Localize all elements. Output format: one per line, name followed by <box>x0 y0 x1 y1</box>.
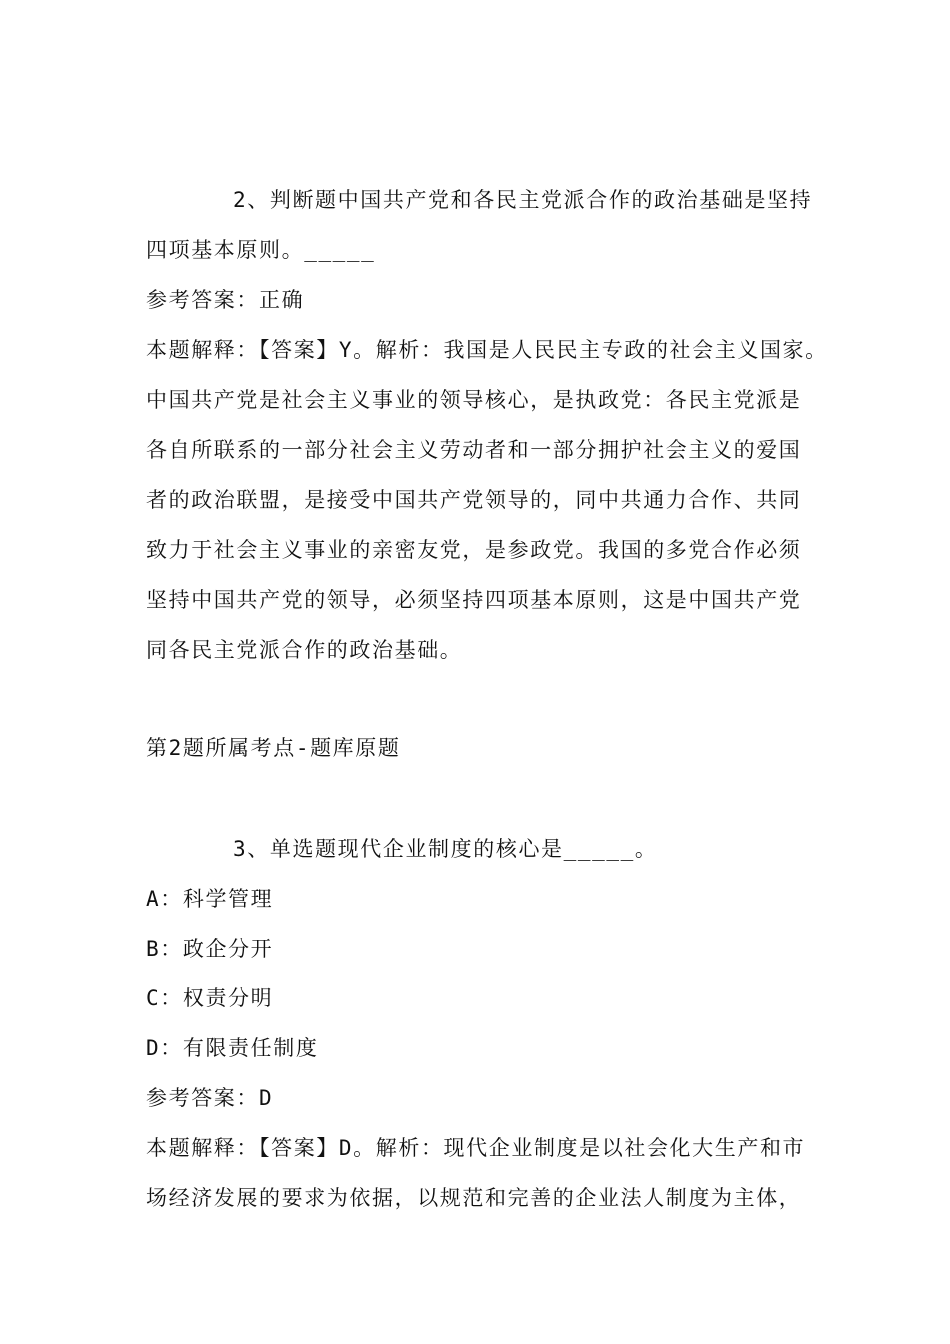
q2-explanation-line: 坚持中国共产党的领导，必须坚持四项基本原则，这是中国共产党 <box>146 588 802 612</box>
q3-option-c: C：权责分明 <box>146 986 274 1010</box>
q3-option-d: D：有限责任制度 <box>146 1036 319 1060</box>
q2-explanation-line: 中国共产党是社会主义事业的领导核心，是执政党：各民主党派是 <box>146 388 802 412</box>
q3-answer: 参考答案：D <box>146 1086 274 1110</box>
q2-explanation-line: 同各民主党派合作的政治基础。 <box>146 638 463 662</box>
q2-answer: 参考答案：正确 <box>146 288 305 312</box>
q3-stem: 3、单选题现代企业制度的核心是_____。 <box>233 837 658 861</box>
q2-explanation-line: 本题解释：【答案】Y。解析：我国是人民民主专政的社会主义国家。 <box>146 338 828 362</box>
q3-explanation-line: 本题解释：【答案】D。解析：现代企业制度是以社会化大生产和市 <box>146 1136 806 1160</box>
q2-topic: 第2题所属考点-题库原题 <box>146 736 401 760</box>
q3-explanation-line: 场经济发展的要求为依据，以规范和完善的企业法人制度为主体， <box>146 1186 802 1210</box>
q2-stem-line-1: 2、判断题中国共产党和各民主党派合作的政治基础是坚持 <box>233 188 813 212</box>
q2-stem-line-2: 四项基本原则。_____ <box>146 238 376 262</box>
q2-explanation-line: 致力于社会主义事业的亲密友党，是参政党。我国的多党合作必须 <box>146 538 802 562</box>
q2-explanation-line: 各自所联系的一部分社会主义劳动者和一部分拥护社会主义的爱国 <box>146 438 802 462</box>
q3-option-a: A：科学管理 <box>146 887 274 911</box>
q2-explanation-line: 者的政治联盟，是接受中国共产党领导的，同中共通力合作、共同 <box>146 488 802 512</box>
q3-option-b: B：政企分开 <box>146 937 274 961</box>
